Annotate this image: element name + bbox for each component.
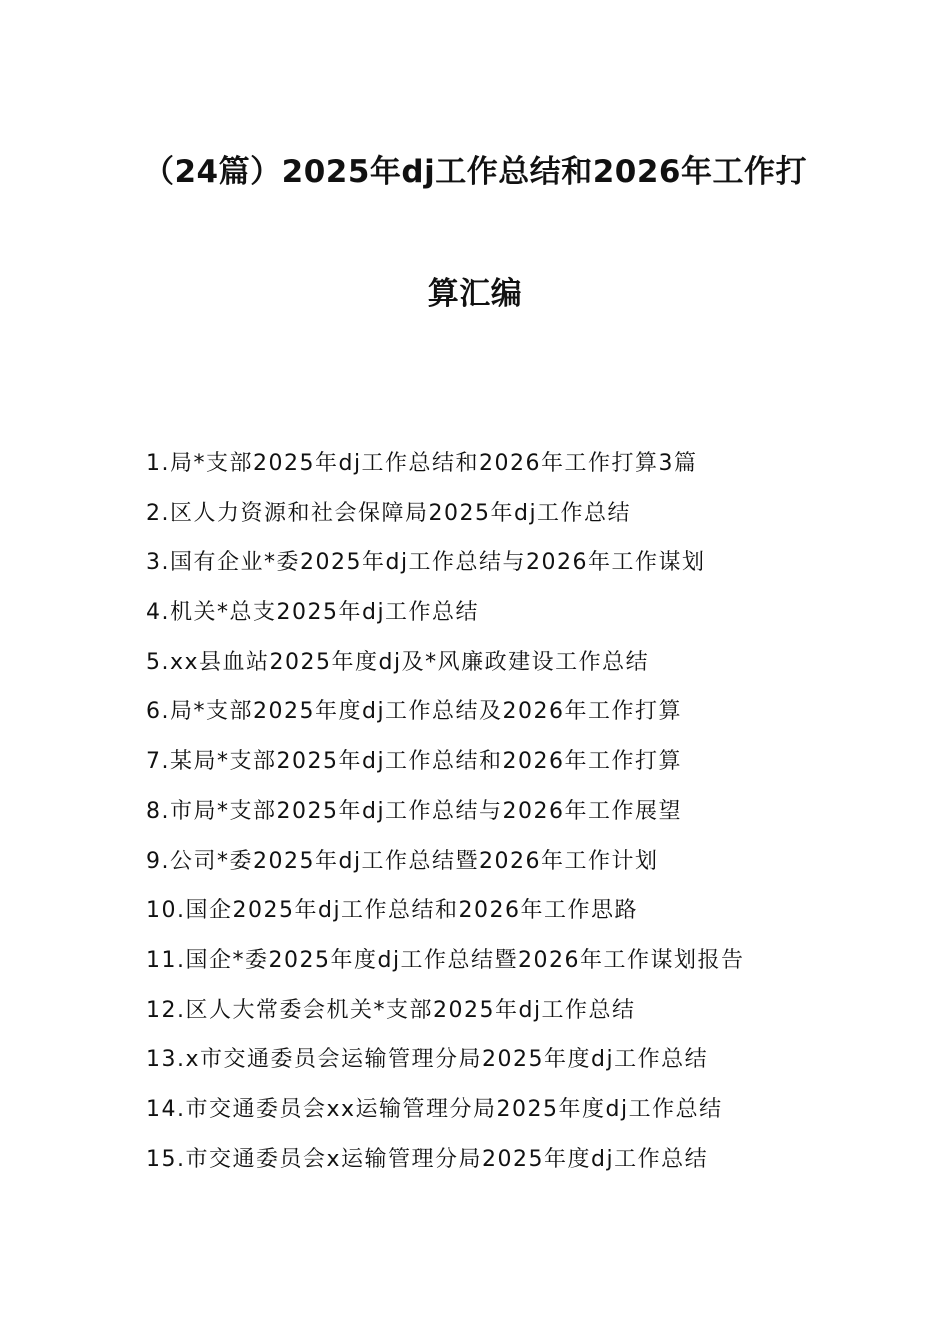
toc-item: 11.国企*委2025年度dj工作总结暨2026年工作谋划报告 (146, 947, 745, 973)
toc-item: 15.市交通委员会x运输管理分局2025年度dj工作总结 (146, 1146, 709, 1172)
toc-item: 3.国有企业*委2025年dj工作总结与2026年工作谋划 (146, 550, 706, 576)
toc-item: 9.公司*委2025年dj工作总结暨2026年工作计划 (146, 848, 659, 874)
document-title-line-2: 算汇编 (427, 276, 523, 312)
toc-item: 13.x市交通委员会运输管理分局2025年度dj工作总结 (146, 1047, 709, 1073)
toc-item: 4.机关*总支2025年dj工作总结 (146, 600, 480, 626)
toc-item: 10.国企2025年dj工作总结和2026年工作思路 (146, 898, 639, 924)
toc-item: 6.局*支部2025年度dj工作总结及2026年工作打算 (146, 699, 683, 725)
toc-item: 2.区人力资源和社会保障局2025年dj工作总结 (146, 500, 632, 526)
toc-item: 8.市局*支部2025年dj工作总结与2026年工作展望 (146, 798, 683, 824)
toc-item: 7.某局*支部2025年dj工作总结和2026年工作打算 (146, 749, 683, 775)
document-title-line-1: （24篇）2025年dj工作总结和2026年工作打 (142, 154, 807, 190)
toc-item: 14.市交通委员会xx运输管理分局2025年度dj工作总结 (146, 1096, 723, 1122)
table-of-contents (146, 449, 906, 1194)
toc-item: 5.xx县血站2025年度dj及*风廉政建设工作总结 (146, 649, 650, 675)
toc-item: 12.区人大常委会机关*支部2025年dj工作总结 (146, 997, 636, 1023)
toc-item: 1.局*支部2025年dj工作总结和2026年工作打算3篇 (146, 451, 698, 476)
